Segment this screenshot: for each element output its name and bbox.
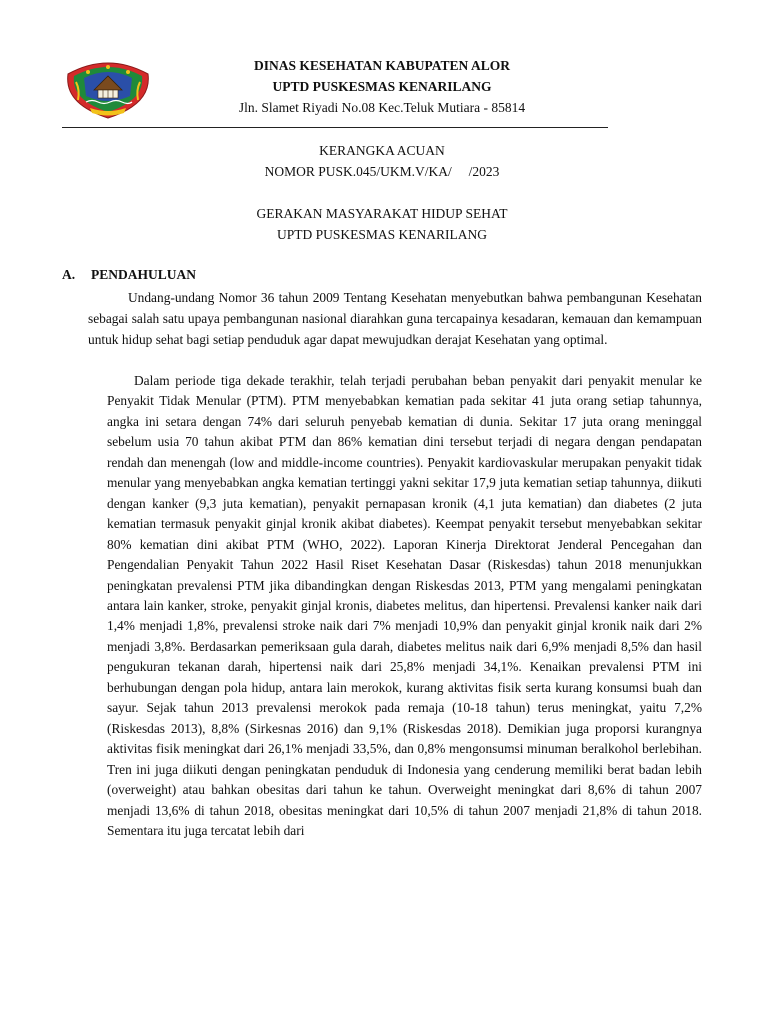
- agency-name: DINAS KESEHATAN KABUPATEN ALOR: [254, 58, 510, 73]
- section-title: PENDAHULUAN: [91, 267, 197, 282]
- letterhead: [160, 55, 604, 118]
- paragraph-ptm-burden: Dalam periode tiga dekade terakhir, telah terjadi perubahan beban penyakit dari penyakit menular ke Penyakit Tidak Menular (PTM). PTM menyebabkan kematian pada sekitar 41 juta orang setiap tahunnya, angka ini setara dengan 74% dari seluruh penyebab kematian di dunia. Sekitar 17 juta orang meninggal sebelum usia 70 tahun akibat PTM dan 86% kematian dini tersebut terjadi di negara dengan pendapatan rendah dan menengah (low and middle-income countries). Penyakit kardiovaskular merupakan penyakit tidak menular yang menyebabkan angka kematian tertinggi yakni sekitar 17,9 juta kematian setiap tahunnya, diikuti dengan kanker (9,3 juta kematian), penyakit pernapasan kronik (4,1 juta kematian) dan diabetes (2 juta kematian termasuk penyakit ginjal kronik akibat diabetes). Keempat penyakit tersebut menyebabkan sekitar 80% kematian dini akibat PTM (WHO, 2022). Laporan Kinerja Direktorat Jenderal Pencegahan dan Pengendalian Penyakit Tahun 2022 Hasil Riset Kesehatan Dasar (Riskesdas) tahun 2018 menunjukkan peningkatan prevalensi PTM jika dibandingkan dengan Riskesdas 2013, PTM yang mengalami peningkatan antara lain kanker, stroke, penyakit ginjal kronis, diabetes melitus, dan hipertensi. Prevalensi kanker naik dari 1,4% menjadi 1,8%, prevalensi stroke naik dari 7% menjadi 10,9% dan penyakit ginjal kronik naik dari 2% menjadi 3,8%. Berdasarkan pemeriksaan gula darah, diabetes melitus naik dari 6,9% menjadi 8,5% dan hasil pengukuran tekanan darah, hipertensi naik dari 25,8% menjadi 34,1%. Kenaikan prevalensi PTM ini berhubungan dengan pola hidup, antara lain merokok, kurang aktivitas fisik serta kurang konsumsi buah dan sayur. Sejak tahun 2013 prevalensi merokok pada remaja (10-18 tahun) terus meningkat, yaitu 7,2% (Riskesdas 2013), 8,8% (Sirkesnas 2016) dan 9,1% (Riskesdas 2018). Demikian juga proporsi kurangnya aktivitas fisik meningkat dari 26,1% menjadi 33,5%, dan 0,8% mengonsumsi minuman beralkohol berlebihan. Tren ini juga diikuti dengan peningkatan penduduk di Indonesia yang cenderung memiliki berat badan lebih (overweight) atau bahkan obesitas dari tahun ke tahun. Overweight meningkat dari 8,6% di tahun 2007 menjadi 13,6% di tahun 2018, obesitas meningkat dari 10,5% di tahun 2007 menjadi 21,8% di tahun 2018. Sementara itu juga tercatat lebih dari: [107, 373, 702, 838]
- section-letter: A.: [62, 267, 76, 282]
- document-type: KERANGKA ACUAN: [319, 143, 445, 158]
- document-title-block: [160, 140, 604, 182]
- section-heading: [62, 264, 196, 285]
- alor-regency-emblem-icon: [62, 56, 154, 120]
- program-title-block: [160, 203, 604, 245]
- program-unit: UPTD PUSKESMAS KENARILANG: [276, 227, 488, 242]
- document-number: NOMOR PUSK.045/UKM.V/KA/ /2023: [264, 164, 500, 179]
- letterhead-divider: [62, 127, 608, 128]
- program-title: GERAKAN MASYARAKAT HIDUP SEHAT: [256, 206, 508, 221]
- paragraph-intro: Undang-undang Nomor 36 tahun 2009 Tentang Kesehatan menyebutkan bahwa pembangunan Kesehatan sebagai salah satu upaya pembangunan nasional diarahkan guna tercapainya kesadaran, kemauan dan kemampuan untuk hidup sehat bagi setiap penduduk agar dapat mewujudkan derajat Kesehatan yang optimal.: [88, 290, 702, 348]
- agency-address: Jln. Slamet Riyadi No.08 Kec.Teluk Mutiara - 85814: [238, 100, 526, 115]
- unit-name: UPTD PUSKESMAS KENARILANG: [272, 79, 492, 94]
